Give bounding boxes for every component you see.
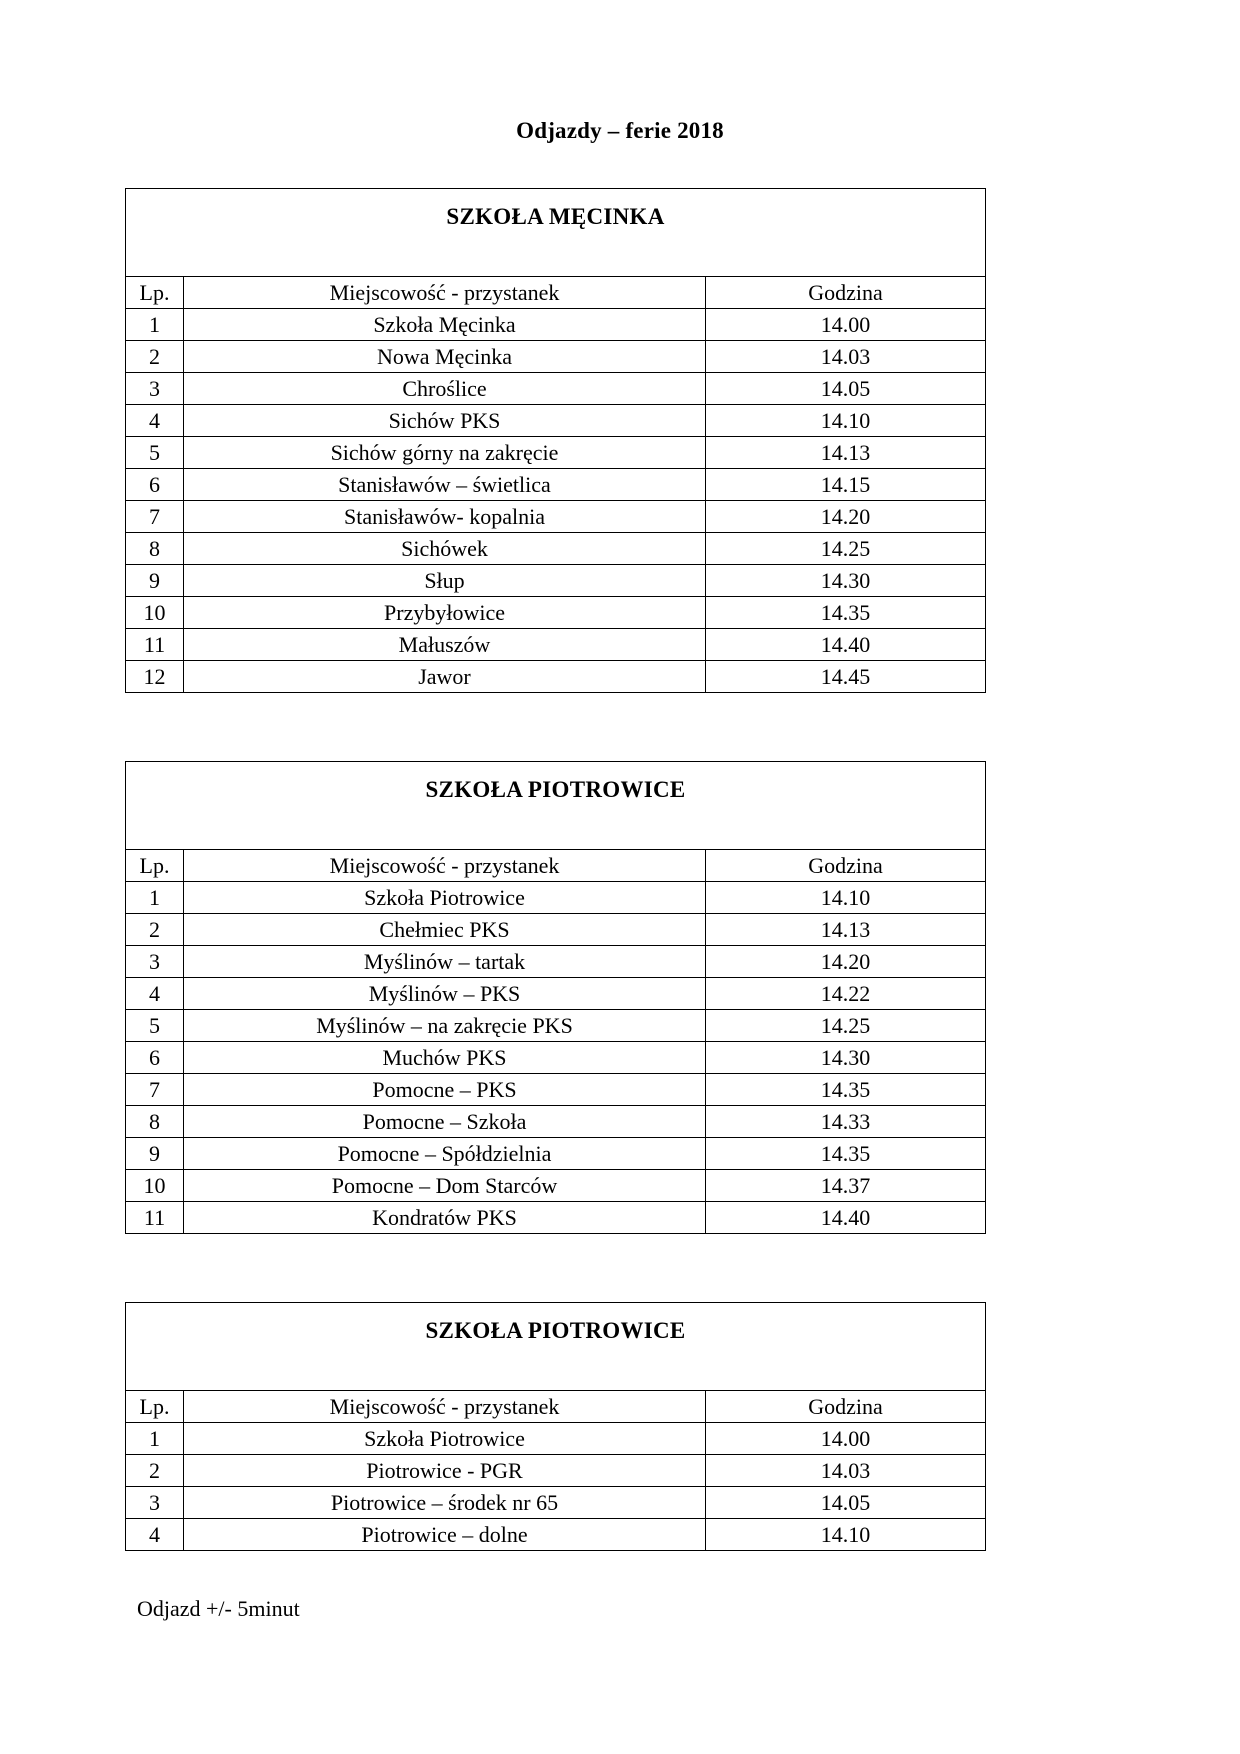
cell-place: Chroślice bbox=[184, 373, 706, 405]
cell-lp: 3 bbox=[126, 946, 184, 978]
footer-note: Odjazd +/- 5minut bbox=[137, 1596, 300, 1621]
table-row bbox=[126, 341, 986, 373]
cell-time: 14.40 bbox=[706, 629, 986, 661]
column-header-time: Godzina bbox=[706, 1391, 986, 1423]
school-title: SZKOŁA PIOTROWICE bbox=[126, 1303, 986, 1391]
table-row bbox=[126, 914, 986, 946]
cell-place: Przybyłowice bbox=[184, 597, 706, 629]
cell-place: Piotrowice – środek nr 65 bbox=[184, 1487, 706, 1519]
cell-place: Pomocne – Spółdzielnia bbox=[184, 1138, 706, 1170]
cell-place: Słup bbox=[184, 565, 706, 597]
cell-place: Szkoła Piotrowice bbox=[184, 882, 706, 914]
table-row bbox=[126, 437, 986, 469]
table-row bbox=[126, 661, 986, 693]
column-header-time: Godzina bbox=[706, 277, 986, 309]
cell-place: Stanisławów – świetlica bbox=[184, 469, 706, 501]
cell-lp: 1 bbox=[126, 1423, 184, 1455]
table-row bbox=[126, 501, 986, 533]
cell-place: Jawor bbox=[184, 661, 706, 693]
cell-time: 14.13 bbox=[706, 914, 986, 946]
cell-lp: 7 bbox=[126, 501, 184, 533]
table-row bbox=[126, 405, 986, 437]
cell-time: 14.35 bbox=[706, 1074, 986, 1106]
cell-lp: 7 bbox=[126, 1074, 184, 1106]
cell-lp: 2 bbox=[126, 341, 184, 373]
cell-lp: 1 bbox=[126, 882, 184, 914]
cell-place: Sichów PKS bbox=[184, 405, 706, 437]
cell-place: Pomocne – Szkoła bbox=[184, 1106, 706, 1138]
cell-lp: 11 bbox=[126, 629, 184, 661]
table-row bbox=[126, 1455, 986, 1487]
table-row bbox=[126, 946, 986, 978]
table-row bbox=[126, 1106, 986, 1138]
table-row bbox=[126, 1170, 986, 1202]
table-row bbox=[126, 565, 986, 597]
cell-time: 14.35 bbox=[706, 1138, 986, 1170]
cell-place: Szkoła Piotrowice bbox=[184, 1423, 706, 1455]
cell-place: Chełmiec PKS bbox=[184, 914, 706, 946]
column-header-lp: Lp. bbox=[126, 277, 184, 309]
school-header-row bbox=[126, 189, 986, 277]
cell-place: Stanisławów- kopalnia bbox=[184, 501, 706, 533]
cell-place: Pomocne – Dom Starców bbox=[184, 1170, 706, 1202]
cell-time: 14.10 bbox=[706, 1519, 986, 1551]
cell-time: 14.22 bbox=[706, 978, 986, 1010]
table-row bbox=[126, 1074, 986, 1106]
cell-time: 14.00 bbox=[706, 1423, 986, 1455]
cell-time: 14.03 bbox=[706, 341, 986, 373]
table-row bbox=[126, 1423, 986, 1455]
cell-time: 14.30 bbox=[706, 565, 986, 597]
schedule-table bbox=[125, 761, 986, 1234]
cell-time: 14.10 bbox=[706, 882, 986, 914]
table-row bbox=[126, 597, 986, 629]
cell-place: Pomocne – PKS bbox=[184, 1074, 706, 1106]
cell-place: Myślinów – tartak bbox=[184, 946, 706, 978]
column-header-place: Miejscowość - przystanek bbox=[184, 850, 706, 882]
cell-lp: 6 bbox=[126, 469, 184, 501]
cell-lp: 11 bbox=[126, 1202, 184, 1234]
cell-time: 14.00 bbox=[706, 309, 986, 341]
cell-lp: 2 bbox=[126, 1455, 184, 1487]
table-row bbox=[126, 309, 986, 341]
cell-lp: 10 bbox=[126, 1170, 184, 1202]
cell-time: 14.25 bbox=[706, 1010, 986, 1042]
school-header-row bbox=[126, 1303, 986, 1391]
cell-lp: 8 bbox=[126, 1106, 184, 1138]
cell-time: 14.15 bbox=[706, 469, 986, 501]
cell-time: 14.20 bbox=[706, 946, 986, 978]
cell-lp: 2 bbox=[126, 914, 184, 946]
table-row bbox=[126, 1519, 986, 1551]
cell-time: 14.20 bbox=[706, 501, 986, 533]
cell-time: 14.10 bbox=[706, 405, 986, 437]
table-row bbox=[126, 629, 986, 661]
cell-place: Małuszów bbox=[184, 629, 706, 661]
table-row bbox=[126, 978, 986, 1010]
cell-lp: 9 bbox=[126, 1138, 184, 1170]
table-row bbox=[126, 1202, 986, 1234]
cell-lp: 4 bbox=[126, 405, 184, 437]
cell-time: 14.35 bbox=[706, 597, 986, 629]
cell-place: Piotrowice - PGR bbox=[184, 1455, 706, 1487]
cell-place: Sichówek bbox=[184, 533, 706, 565]
cell-place: Sichów górny na zakręcie bbox=[184, 437, 706, 469]
school-title: SZKOŁA MĘCINKA bbox=[126, 189, 986, 277]
cell-lp: 5 bbox=[126, 437, 184, 469]
cell-time: 14.25 bbox=[706, 533, 986, 565]
table-row bbox=[126, 533, 986, 565]
cell-time: 14.03 bbox=[706, 1455, 986, 1487]
table-row bbox=[126, 1042, 986, 1074]
column-header-place: Miejscowość - przystanek bbox=[184, 277, 706, 309]
cell-lp: 9 bbox=[126, 565, 184, 597]
cell-place: Szkoła Męcinka bbox=[184, 309, 706, 341]
schedule-table bbox=[125, 1302, 986, 1551]
column-header-lp: Lp. bbox=[126, 1391, 184, 1423]
table-row bbox=[126, 1487, 986, 1519]
table-row bbox=[126, 373, 986, 405]
table-row bbox=[126, 1010, 986, 1042]
cell-place: Myślinów – na zakręcie PKS bbox=[184, 1010, 706, 1042]
table-spacer bbox=[125, 693, 1115, 761]
cell-lp: 12 bbox=[126, 661, 184, 693]
table-row bbox=[126, 469, 986, 501]
cell-place: Myślinów – PKS bbox=[184, 978, 706, 1010]
school-header-row bbox=[126, 762, 986, 850]
schedule-tables bbox=[125, 188, 1115, 1551]
cell-lp: 4 bbox=[126, 978, 184, 1010]
cell-lp: 4 bbox=[126, 1519, 184, 1551]
cell-time: 14.37 bbox=[706, 1170, 986, 1202]
cell-place: Nowa Męcinka bbox=[184, 341, 706, 373]
table-row bbox=[126, 1138, 986, 1170]
cell-lp: 3 bbox=[126, 1487, 184, 1519]
cell-lp: 3 bbox=[126, 373, 184, 405]
column-header-time: Godzina bbox=[706, 850, 986, 882]
column-header-row bbox=[126, 850, 986, 882]
cell-lp: 10 bbox=[126, 597, 184, 629]
column-header-row bbox=[126, 277, 986, 309]
cell-time: 14.05 bbox=[706, 1487, 986, 1519]
cell-place: Kondratów PKS bbox=[184, 1202, 706, 1234]
cell-place: Piotrowice – dolne bbox=[184, 1519, 706, 1551]
schedule-table bbox=[125, 188, 986, 693]
table-row bbox=[126, 882, 986, 914]
page-title: Odjazdy – ferie 2018 bbox=[516, 118, 724, 143]
cell-lp: 1 bbox=[126, 309, 184, 341]
cell-time: 14.13 bbox=[706, 437, 986, 469]
cell-place: Muchów PKS bbox=[184, 1042, 706, 1074]
cell-lp: 8 bbox=[126, 533, 184, 565]
column-header-place: Miejscowość - przystanek bbox=[184, 1391, 706, 1423]
column-header-row bbox=[126, 1391, 986, 1423]
column-header-lp: Lp. bbox=[126, 850, 184, 882]
cell-time: 14.45 bbox=[706, 661, 986, 693]
cell-time: 14.33 bbox=[706, 1106, 986, 1138]
table-spacer bbox=[125, 1234, 1115, 1302]
cell-lp: 5 bbox=[126, 1010, 184, 1042]
cell-time: 14.05 bbox=[706, 373, 986, 405]
school-title: SZKOŁA PIOTROWICE bbox=[126, 762, 986, 850]
cell-time: 14.40 bbox=[706, 1202, 986, 1234]
cell-time: 14.30 bbox=[706, 1042, 986, 1074]
cell-lp: 6 bbox=[126, 1042, 184, 1074]
